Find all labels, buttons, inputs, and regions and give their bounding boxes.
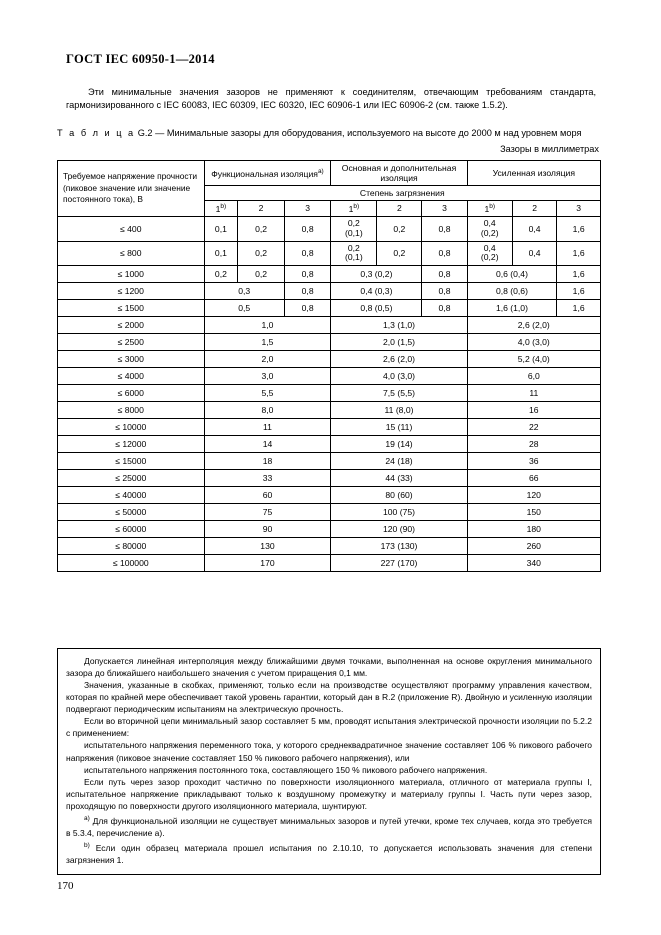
row-voltage-label: ≤ 4000 — [58, 368, 205, 385]
header-pd-1-basic-label: 1 — [348, 203, 354, 214]
header-pd-1-functional-label: 1 — [215, 203, 221, 214]
table-cell: 0,4 — [512, 241, 556, 266]
table-cell: 60 — [204, 487, 331, 504]
table-cell: 18 — [204, 453, 331, 470]
table-caption-text: G.2 — Минимальные зазоры для оборудования, используемого на высоте до 2000 м над уровнем моря — [137, 128, 582, 138]
header-basic-supplementary-insulation: Основная и дополнительная изоляция — [331, 161, 467, 186]
table-row — [58, 334, 601, 351]
intro-paragraph — [66, 86, 596, 113]
table-cell: 170 — [204, 555, 331, 572]
table-cell: 173 (130) — [331, 538, 467, 555]
footnote-a — [66, 814, 592, 839]
table-cell: 1,6 — [557, 283, 601, 300]
header-pd-1-basic — [331, 201, 377, 217]
row-voltage-label: ≤ 6000 — [58, 385, 205, 402]
table-cell: 0,4 — [512, 216, 556, 241]
table-cell: 0,8 — [284, 300, 331, 317]
table-row — [58, 368, 601, 385]
table-caption — [57, 128, 581, 138]
table-cell: 130 — [204, 538, 331, 555]
row-voltage-label: ≤ 8000 — [58, 402, 205, 419]
row-voltage-label: ≤ 2000 — [58, 317, 205, 334]
table-cell: 22 — [467, 419, 600, 436]
header-pd-3-basic: 3 — [422, 201, 467, 217]
table-cell: 4,0 (3,0) — [331, 368, 467, 385]
page-number: 170 — [57, 880, 74, 892]
table-cell: 120 (90) — [331, 521, 467, 538]
header-pollution-degree: Степень загрязнения — [204, 186, 600, 201]
table-cell: 0,4 (0,3) — [331, 283, 422, 300]
table-cell: 1,6 — [557, 216, 601, 241]
table-cell: 15 (11) — [331, 419, 467, 436]
header-pd-1-reinforced — [467, 201, 512, 217]
table-row — [58, 317, 601, 334]
row-voltage-label: ≤ 10000 — [58, 419, 205, 436]
footnote-b-text: Если один образец материала прошел испытания по 2.10.10, то допускается использовать значения для степени загрязнения 1. — [66, 842, 592, 865]
table-row — [58, 521, 601, 538]
table-cell: 227 (170) — [331, 555, 467, 572]
table-cell: 11 — [467, 385, 600, 402]
header-functional-label: Функциональная изоляция — [211, 168, 318, 179]
note-4-text: испытательного напряжения переменного тока, у которого среднеквадратичное значение составляет 106 % пикового рабочего напряжения (пиковое значение составляет 150 % пикового рабочего напряжения), или — [66, 740, 592, 763]
header-pd-1-functional — [204, 201, 238, 217]
note-paragraph-1 — [66, 655, 592, 679]
table-cell: 1,6 — [557, 266, 601, 283]
table-units-line: Зазоры в миллиметрах — [500, 144, 599, 154]
table-cell: 0,2 — [377, 216, 422, 241]
row-voltage-label: ≤ 12000 — [58, 436, 205, 453]
table-cell: 100 (75) — [331, 504, 467, 521]
table-head-row-1 — [58, 161, 601, 186]
table-body — [58, 216, 601, 572]
table-cell: 2,0 — [204, 351, 331, 368]
footnote-b — [66, 841, 592, 866]
table-cell: 0,8 — [422, 300, 467, 317]
table-cell: 90 — [204, 521, 331, 538]
table-cell: 340 — [467, 555, 600, 572]
footnote-a-text: Для функциональной изоляции не существует минимальных зазоров и путей утечки, кроме тех случаев, когда это требуется в 5.3.4, перечисление a). — [66, 815, 592, 838]
table-cell: 0,1 — [204, 241, 238, 266]
table-cell: 0,8 — [422, 241, 467, 266]
table-row — [58, 453, 601, 470]
table-cell: 0,8 (0,5) — [331, 300, 422, 317]
note-paragraph-6 — [66, 776, 592, 812]
table-cell: 1,6 — [557, 300, 601, 317]
table-cell: 2,6 (2,0) — [331, 351, 467, 368]
table-cell: 120 — [467, 487, 600, 504]
header-pd-2-functional: 2 — [238, 201, 285, 217]
row-voltage-label: ≤ 80000 — [58, 538, 205, 555]
table-cell: 180 — [467, 521, 600, 538]
table-cell: 0,4 (0,2) — [467, 241, 512, 266]
table-row — [58, 283, 601, 300]
table-cell: 0,2 — [238, 241, 285, 266]
row-voltage-label: ≤ 3000 — [58, 351, 205, 368]
table-cell: 260 — [467, 538, 600, 555]
table-cell: 2,0 (1,5) — [331, 334, 467, 351]
table-cell: 44 (33) — [331, 470, 467, 487]
table-cell: 36 — [467, 453, 600, 470]
note-2-text: Значения, указанные в скобках, применяют, только если на производстве осуществляют программу управления качеством, которая по крайней мере обеспечивает такой уровень гарантии, который дан в R.2 (приложение R). Двойную и усиленную изоляции подвергают периодическим испытаниям на электрическую прочность. — [66, 680, 592, 715]
table-cell: 2,6 (2,0) — [467, 317, 600, 334]
row-voltage-label: ≤ 50000 — [58, 504, 205, 521]
header-reinforced-insulation: Усиленная изоляция — [467, 161, 600, 186]
header-pd-3-functional: 3 — [284, 201, 331, 217]
table-cell: 0,8 — [422, 266, 467, 283]
clearances-table — [57, 160, 601, 572]
row-voltage-label: ≤ 800 — [58, 241, 205, 266]
table-row — [58, 504, 601, 521]
table-cell: 0,8 — [284, 283, 331, 300]
table-cell: 0,2 (0,1) — [331, 216, 377, 241]
table-cell: 150 — [467, 504, 600, 521]
table-notes — [57, 648, 601, 875]
table-cell: 80 (60) — [331, 487, 467, 504]
table-cell: 0,8 — [422, 283, 467, 300]
table-row — [58, 216, 601, 241]
table-cell: 0,6 (0,4) — [467, 266, 557, 283]
header-pd-2-basic: 2 — [377, 201, 422, 217]
table-cell: 14 — [204, 436, 331, 453]
table-cell: 3,0 — [204, 368, 331, 385]
row-voltage-label: ≤ 1000 — [58, 266, 205, 283]
table-row — [58, 487, 601, 504]
row-voltage-label: ≤ 25000 — [58, 470, 205, 487]
table-cell: 0,5 — [204, 300, 284, 317]
footnote-marker-b-2: b) — [353, 203, 360, 210]
table-cell: 11 — [204, 419, 331, 436]
table-cell: 0,8 — [284, 241, 331, 266]
table-row — [58, 351, 601, 368]
table-cell: 33 — [204, 470, 331, 487]
table-cell: 0,3 — [204, 283, 284, 300]
footnote-b-marker: b) — [84, 841, 90, 849]
table-cell: 0,4 (0,2) — [467, 216, 512, 241]
header-pd-2-reinforced: 2 — [512, 201, 556, 217]
table-cell: 66 — [467, 470, 600, 487]
table-row — [58, 241, 601, 266]
table-cell: 0,2 — [204, 266, 238, 283]
table-cell: 8,0 — [204, 402, 331, 419]
table-cell: 11 (8,0) — [331, 402, 467, 419]
table-cell: 1,0 — [204, 317, 331, 334]
note-1-text: Допускается линейная интерполяция между ближайшими двумя точками, выполненная на основе округления минимального зазора до ближайшего наибольшего значения с учетом приращения 0,1 мм. — [66, 656, 592, 679]
table-row — [58, 385, 601, 402]
table-cell: 0,8 — [284, 266, 331, 283]
note-paragraph-4 — [66, 739, 592, 763]
table-row — [58, 436, 601, 453]
table-row — [58, 419, 601, 436]
table-cell: 24 (18) — [331, 453, 467, 470]
note-3-text: Если во вторичной цепи минимальный зазор составляет 5 мм, проводят испытания электрической прочности изоляции по 5.2.2 с применением: — [66, 716, 592, 739]
table-head — [58, 161, 601, 217]
header-voltage-column: Требуемое напряжение прочности (пиковое значение или значение постоянного тока), В — [58, 161, 205, 217]
table-cell: 7,5 (5,5) — [331, 385, 467, 402]
table-cell: 1,6 — [557, 241, 601, 266]
footnote-marker-b-3: b) — [489, 203, 495, 210]
footnote-marker-a: a) — [317, 167, 324, 175]
row-voltage-label: ≤ 15000 — [58, 453, 205, 470]
row-voltage-label: ≤ 1500 — [58, 300, 205, 317]
table-cell: 5,2 (4,0) — [467, 351, 600, 368]
table-cell: 0,2 (0,1) — [331, 241, 377, 266]
table-cell: 1,5 — [204, 334, 331, 351]
table-cell: 5,5 — [204, 385, 331, 402]
intro-text: Эти минимальные значения зазоров не применяют к соединителям, отвечающим требованиям стандарта, гармонизированного с IEC 60083, IEC 60309, IEC 60320, IEC 60906-1 или IEC 60906-2 (см. также 1.5.2). — [66, 87, 596, 111]
table-cell: 0,1 — [204, 216, 238, 241]
table-cell: 0,2 — [238, 216, 285, 241]
table-cell: 0,8 (0,6) — [467, 283, 557, 300]
table-row — [58, 470, 601, 487]
table-cell: 4,0 (3,0) — [467, 334, 600, 351]
header-functional-insulation — [204, 161, 331, 186]
note-paragraph-2 — [66, 679, 592, 715]
row-voltage-label: ≤ 1200 — [58, 283, 205, 300]
footnote-a-marker: a) — [84, 814, 90, 822]
table-cell: 16 — [467, 402, 600, 419]
table-cell: 28 — [467, 436, 600, 453]
table-cell: 0,2 — [238, 266, 285, 283]
table-cell: 19 (14) — [331, 436, 467, 453]
header-pd-3-reinforced: 3 — [557, 201, 601, 217]
table-caption-prefix: Т а б л и ц а — [57, 128, 136, 138]
note-6-text: Если путь через зазор проходит частично по поверхности изоляционного материала, отличного от материала группы I, испытательное напряжение прикладывают только к воздушному промежутку и материалу группы I. Часть пути через зазор, проходящую по поверхности другого изоляционного материала, шунтируют. — [66, 776, 592, 811]
table-cell: 0,8 — [284, 216, 331, 241]
table-cell: 0,3 (0,2) — [331, 266, 422, 283]
footnote-marker-b: b) — [220, 203, 227, 210]
note-paragraph-3 — [66, 715, 592, 739]
row-voltage-label: ≤ 60000 — [58, 521, 205, 538]
page-header-standard-title: ГОСТ IEC 60950-1—2014 — [66, 52, 215, 66]
table-row — [58, 266, 601, 283]
table-row — [58, 555, 601, 572]
row-voltage-label: ≤ 100000 — [58, 555, 205, 572]
table-row — [58, 402, 601, 419]
table-cell: 1,6 (1,0) — [467, 300, 557, 317]
row-voltage-label: ≤ 40000 — [58, 487, 205, 504]
row-voltage-label: ≤ 2500 — [58, 334, 205, 351]
table-cell: 6,0 — [467, 368, 600, 385]
table-row — [58, 538, 601, 555]
note-paragraph-5 — [66, 764, 592, 776]
table-cell: 75 — [204, 504, 331, 521]
note-5-text: испытательного напряжения постоянного тока, составляющего 150 % пикового рабочего напряжения. — [84, 764, 488, 775]
table-row — [58, 300, 601, 317]
table-cell: 0,8 — [422, 216, 467, 241]
header-pd-1-reinforced-label: 1 — [484, 203, 490, 214]
table-cell: 1,3 (1,0) — [331, 317, 467, 334]
table-cell: 0,2 — [377, 241, 422, 266]
row-voltage-label: ≤ 400 — [58, 216, 205, 241]
